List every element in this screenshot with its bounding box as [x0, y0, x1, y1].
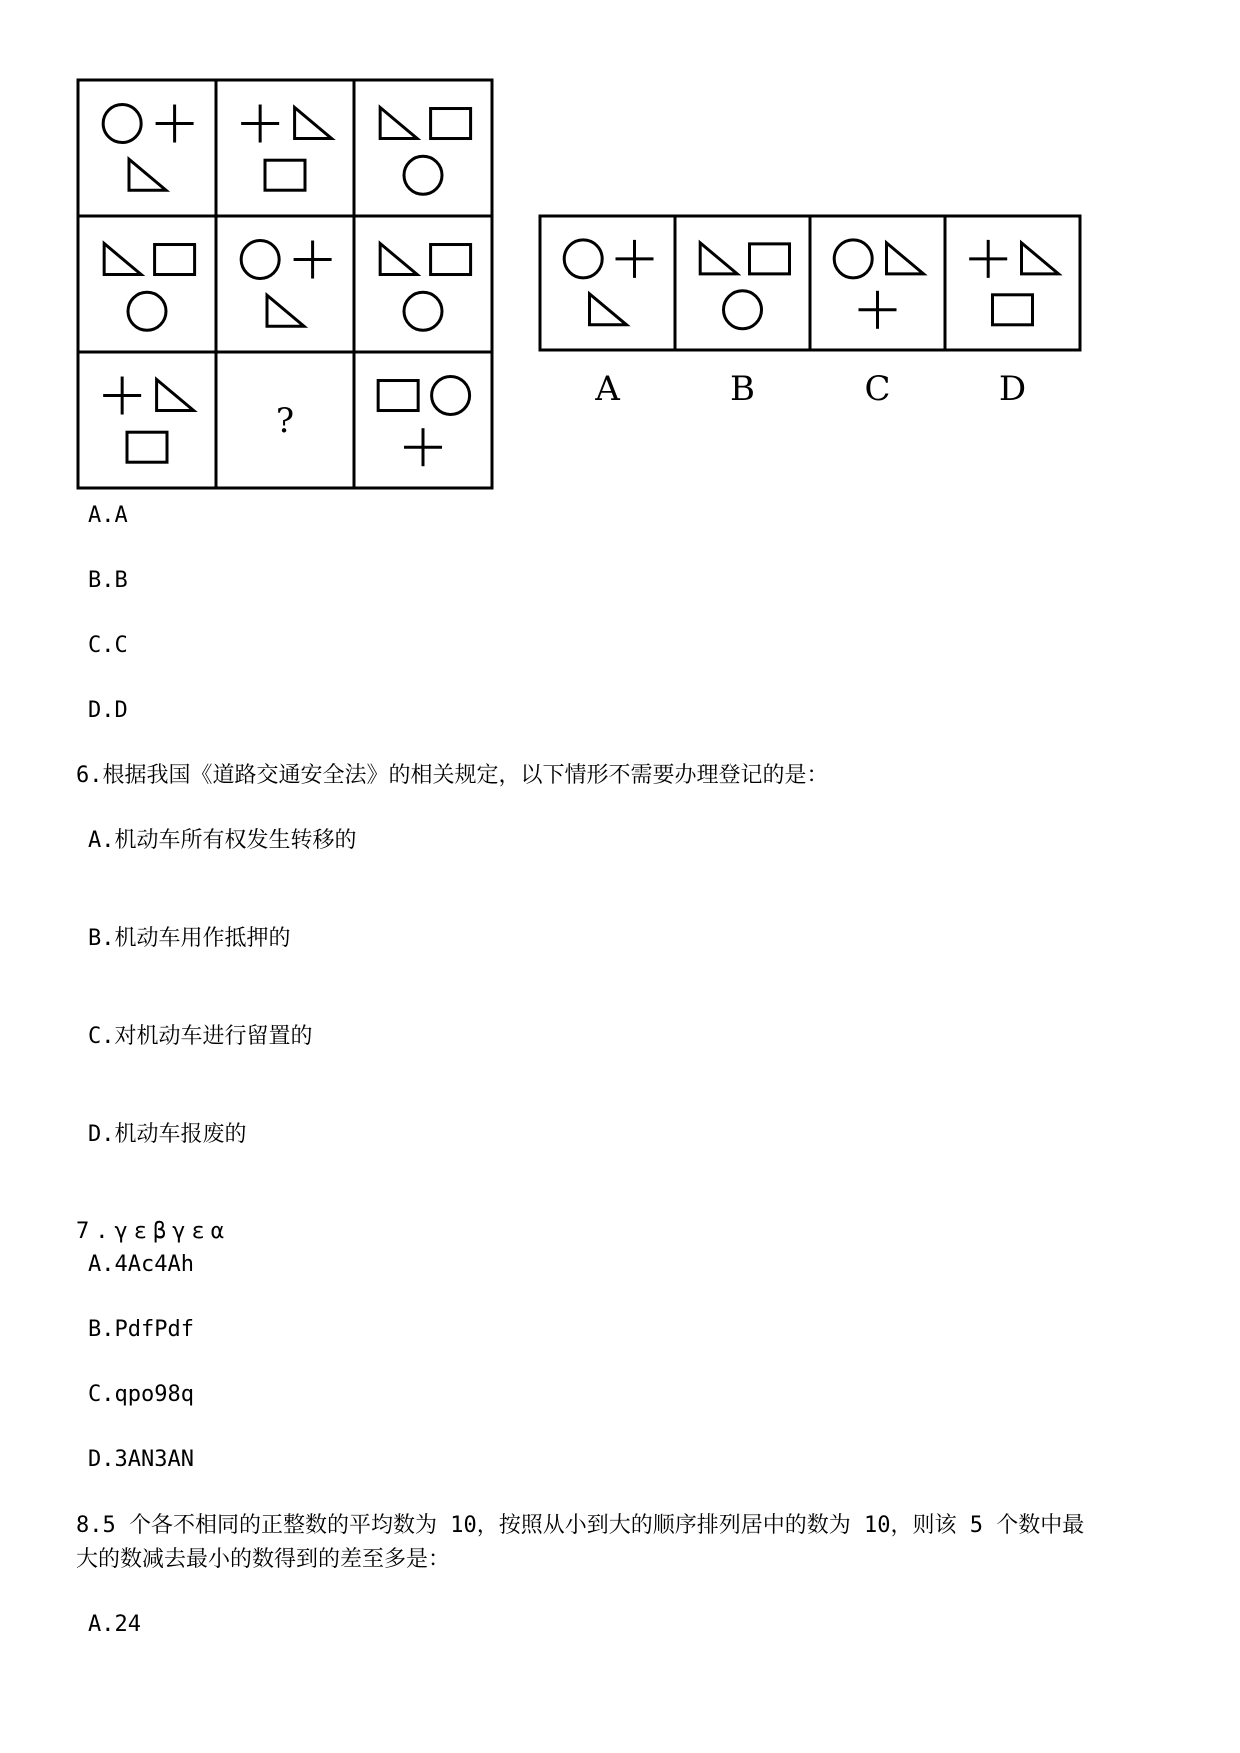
square-shape: [431, 245, 471, 275]
matrix-cell-3-2: [216, 352, 354, 488]
plus-shape: [294, 241, 332, 279]
matrix-cell-2-3: [354, 216, 492, 352]
plus-shape: [404, 428, 442, 466]
circle-shape: [103, 105, 141, 143]
plus-shape: [969, 240, 1007, 278]
plus-shape: [616, 240, 654, 278]
circle-shape: [724, 291, 762, 329]
choice-cell-c: [810, 216, 945, 350]
matrix-cell-1-3: [354, 80, 492, 216]
matrix-cell-2-2: [216, 216, 354, 352]
square-shape: [378, 381, 418, 411]
square-shape: [155, 245, 195, 275]
choice-cell-d: [945, 216, 1080, 350]
plus-shape: [859, 291, 897, 329]
triangle-shape: [295, 108, 332, 139]
matrix-cell-1-1: [78, 80, 216, 216]
plus-shape: [103, 377, 141, 415]
figure-matrix: [78, 80, 492, 488]
triangle-shape: [267, 295, 304, 326]
triangle-shape: [380, 108, 417, 139]
choice-label: A: [595, 369, 620, 409]
puzzle-figure: [0, 0, 1240, 500]
matrix-cell-3-1: [78, 352, 216, 488]
square-shape: [750, 244, 790, 274]
triangle-shape: [590, 294, 627, 325]
q8-stem-line1: 8.5 个各不相同的正整数的平均数为 10，按照从小到大的顺序排列居中的数为 10，则该 5 个数中最: [76, 1513, 1085, 1538]
matrix-cell-2-1: [78, 216, 216, 352]
q7-option-d[interactable]: D.3AN3AN: [88, 1447, 194, 1472]
q6-option-a[interactable]: A.机动车所有权发生转移的: [88, 828, 357, 853]
triangle-shape: [700, 243, 737, 274]
plus-shape: [241, 105, 279, 143]
triangle-shape: [129, 159, 166, 190]
q5-option-d[interactable]: D.D: [88, 698, 128, 723]
square-shape: [993, 295, 1033, 325]
triangle-shape: [887, 243, 924, 274]
plus-shape: [156, 105, 194, 143]
question-mark: ?: [275, 401, 295, 441]
square-shape: [431, 109, 471, 139]
circle-shape: [128, 292, 166, 330]
circle-shape: [241, 241, 279, 279]
circle-shape: [564, 240, 602, 278]
choice-cell-b: [675, 216, 810, 350]
matrix-cell-3-3: [354, 352, 492, 488]
q8-option-a[interactable]: A.24: [88, 1612, 141, 1637]
circle-shape: [834, 240, 872, 278]
q7-option-a[interactable]: A.4Ac4Ah: [88, 1252, 194, 1277]
matrix-cell-1-2: [216, 80, 354, 216]
circle-shape: [404, 292, 442, 330]
q6-option-c[interactable]: C.对机动车进行留置的: [88, 1024, 313, 1049]
triangle-shape: [157, 380, 194, 411]
triangle-shape: [1022, 243, 1059, 274]
q7-option-b[interactable]: B.PdfPdf: [88, 1317, 194, 1342]
q5-option-c[interactable]: C.C: [88, 633, 128, 658]
q7-stem: 7.γεβγεα: [76, 1219, 230, 1244]
choice-label: B: [730, 369, 755, 409]
q6-stem: 6.根据我国《道路交通安全法》的相关规定，以下情形不需要办理登记的是：: [76, 763, 829, 788]
circle-shape: [404, 156, 442, 194]
q6-option-d[interactable]: D.机动车报废的: [88, 1122, 247, 1147]
circle-shape: [432, 377, 470, 415]
q6-option-b[interactable]: B.机动车用作抵押的: [88, 926, 291, 951]
triangle-shape: [104, 244, 141, 275]
square-shape: [265, 160, 305, 190]
choice-label: C: [864, 369, 891, 409]
square-shape: [127, 432, 167, 462]
q7-option-c[interactable]: C.qpo98q: [88, 1382, 194, 1407]
triangle-shape: [380, 244, 417, 275]
q5-option-a[interactable]: A.A: [88, 503, 128, 528]
choice-label: D: [998, 369, 1027, 409]
figure-choices: [540, 216, 1080, 409]
q8-stem-line2: 大的数减去最小的数得到的差至多是：: [76, 1547, 451, 1572]
q5-option-b[interactable]: B.B: [88, 568, 128, 593]
choice-cell-a: [540, 216, 675, 350]
